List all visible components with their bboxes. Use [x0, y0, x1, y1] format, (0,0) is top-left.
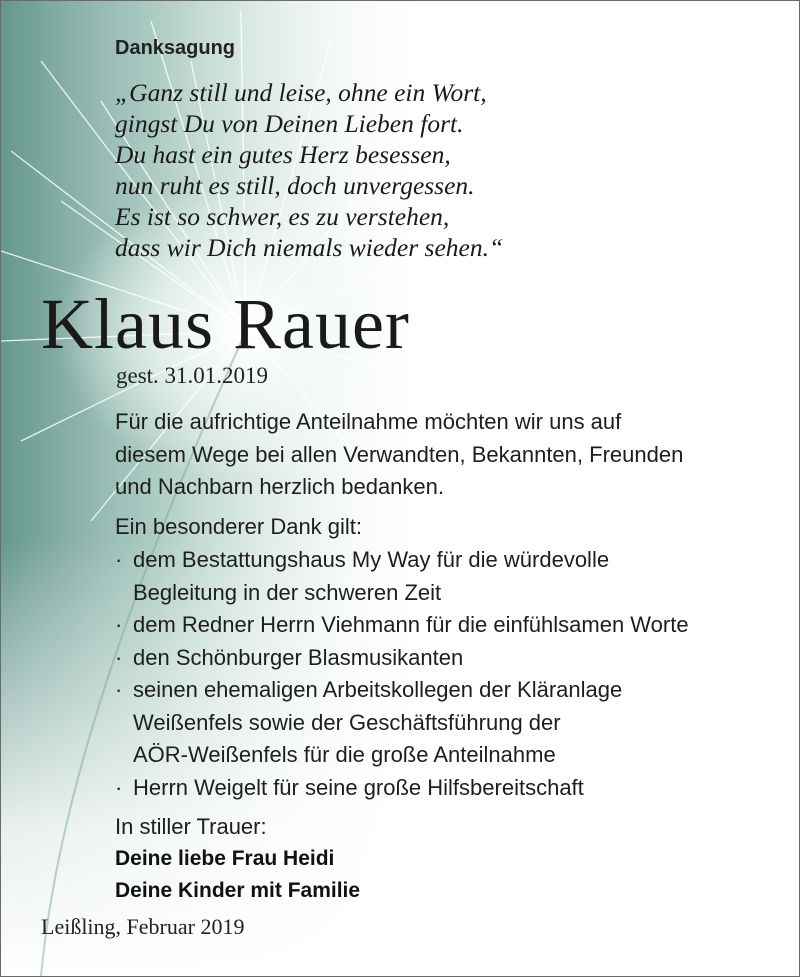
heading: Danksagung [115, 37, 236, 59]
thanks-line: Für die aufrichtige Anteilnahme möchten wir uns auf [115, 409, 622, 434]
poem-line: nun ruht es still, doch unvergessen. [115, 171, 475, 200]
bullet-icon: · [115, 774, 123, 800]
list-item-line: dem Redner Herrn Viehmann für die einfühlsamen Worte [133, 612, 689, 637]
obituary-content [1, 1, 799, 976]
thanks-line: diesem Wege bei allen Verwandten, Bekannten, Freunden [115, 441, 684, 467]
list-item [115, 544, 795, 609]
bullet-icon: · [115, 612, 123, 637]
list-item [115, 642, 795, 675]
mourning-label: In stiller Trauer: [115, 814, 267, 839]
bullet-icon: · [115, 677, 123, 702]
bullet-icon: · [115, 547, 123, 572]
signer: Deine Kinder mit Familie [115, 879, 361, 902]
poem-line: „Ganz still und leise, ohne ein Wort, [115, 78, 487, 107]
list-item-line: AÖR-Weißenfels für die große Anteilnahme [133, 742, 556, 767]
place-date: Leißling, Februar 2019 [41, 914, 245, 939]
list-item [115, 772, 795, 805]
list-item [115, 609, 795, 642]
list-item-line: seinen ehemaligen Arbeitskollegen der Kläranlage [133, 677, 623, 702]
poem-line: Es ist so schwer, es zu verstehen, [115, 202, 450, 231]
list-item-line: den Schönburger Blasmusikanten [133, 644, 464, 670]
poem-line: dass wir Dich niemals wieder sehen.“ [115, 233, 504, 262]
special-thanks-list [115, 544, 795, 804]
poem [115, 77, 503, 263]
bullet-icon: · [115, 644, 123, 670]
signers [115, 843, 360, 907]
thanks-line: und Nachbarn herzlich bedanken. [115, 474, 445, 499]
deceased-name: Klaus Rauer [41, 284, 410, 364]
special-thanks-label: Ein besonderer Dank gilt: [115, 514, 363, 539]
signer: Deine liebe Frau Heidi [115, 847, 335, 870]
list-item-line: Herrn Weigelt für seine große Hilfsbereitschaft [133, 774, 584, 800]
poem-line: Du hast ein gutes Herz besessen, [115, 140, 451, 169]
death-date: gest. 31.01.2019 [116, 363, 269, 388]
list-item-line: dem Bestattungshaus My Way für die würdevolle [133, 547, 610, 572]
thanks-paragraph [115, 406, 795, 504]
list-item [115, 674, 795, 772]
poem-line: gingst Du von Deinen Lieben fort. [115, 109, 464, 138]
list-item-line: Weißenfels sowie der Geschäftsführung der [133, 709, 561, 735]
list-item-line: Begleitung in der schweren Zeit [133, 579, 442, 605]
